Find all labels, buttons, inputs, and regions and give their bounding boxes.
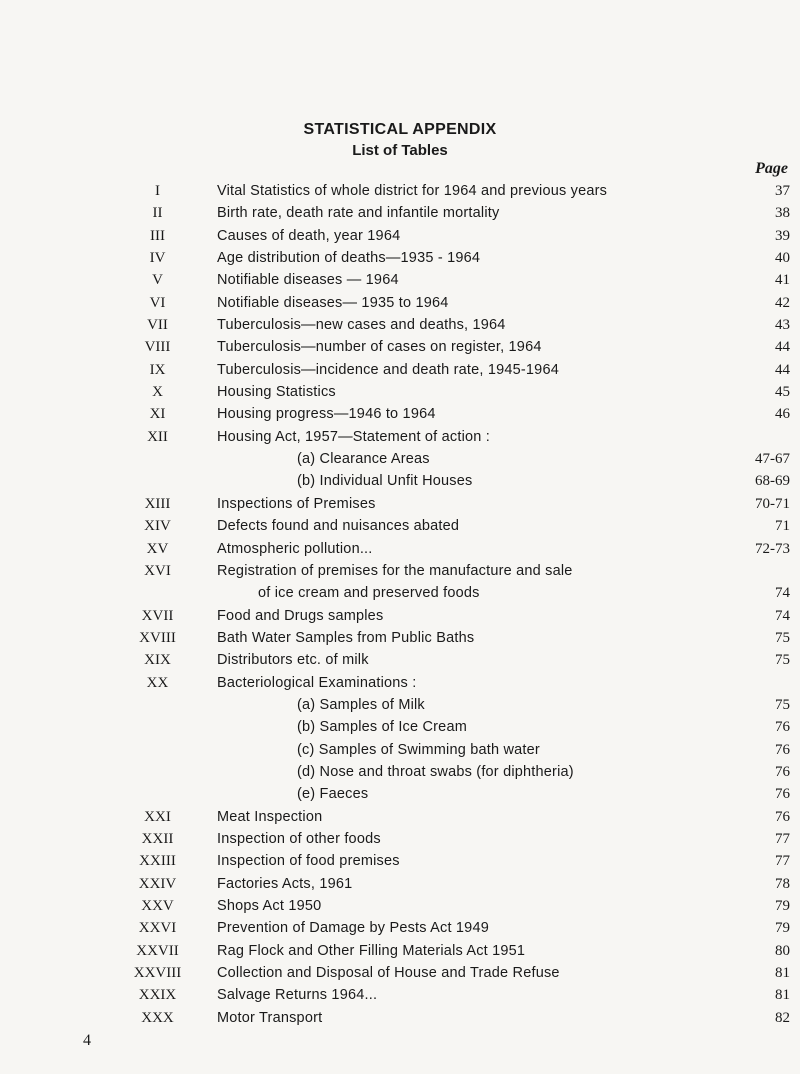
table-title: Prevention of Damage by Pests Act 1949 (217, 920, 489, 937)
list-item (0, 828, 800, 850)
table-number: IX (149, 361, 166, 378)
table-number: XXX (141, 1009, 174, 1026)
table-title: (d) Nose and throat swabs (for diphtheria) (297, 763, 574, 780)
list-item (0, 493, 800, 515)
list-item (0, 381, 800, 403)
list-item (0, 761, 800, 783)
list-item (0, 649, 800, 671)
table-title: Meat Inspection (217, 808, 323, 825)
list-item (0, 202, 800, 224)
list-item (0, 314, 800, 336)
list-item (0, 783, 800, 805)
table-number: XX (146, 674, 169, 691)
list-item (0, 470, 800, 492)
list-item (0, 515, 800, 537)
table-number: XXI (144, 808, 171, 825)
list-item (0, 448, 800, 470)
table-title: of ice cream and preserved foods (258, 585, 480, 602)
page-ref: 75 (775, 629, 790, 646)
table-title: (e) Faeces (297, 786, 369, 803)
table-title: Birth rate, death rate and infantile mortality (217, 205, 500, 222)
table-number: XI (149, 406, 166, 423)
table-title: Factories Acts, 1961 (217, 875, 353, 892)
page-number: 4 (83, 1032, 91, 1049)
table-number: XXVIII (133, 965, 182, 982)
table-title: Inspections of Premises (217, 495, 376, 512)
page-ref: 72-73 (755, 540, 790, 557)
list-item (0, 247, 800, 269)
table-number: XXIII (139, 853, 176, 870)
page-ref: 76 (775, 786, 790, 803)
table-number: XXVII (136, 942, 179, 959)
table-title: Notifiable diseases — 1964 (217, 272, 399, 289)
page-ref: 77 (775, 853, 790, 870)
page-ref: 43 (775, 317, 790, 334)
list-item (0, 225, 800, 247)
list-item (0, 917, 800, 939)
table-number: IV (149, 250, 166, 267)
list-item (0, 873, 800, 895)
table-number: VI (149, 294, 166, 311)
page-subtitle: List of Tables (352, 142, 448, 159)
table-title: Bacteriological Examinations : (217, 674, 417, 691)
page-ref: 42 (775, 294, 790, 311)
list-item (0, 336, 800, 358)
list-item (0, 895, 800, 917)
page-ref: 82 (775, 1009, 790, 1026)
table-title: Defects found and nuisances abated (217, 518, 460, 535)
page-ref: 79 (775, 920, 790, 937)
table-title: Notifiable diseases— 1935 to 1964 (217, 294, 449, 311)
table-number: XIV (144, 518, 171, 535)
page-ref: 78 (775, 875, 790, 892)
list-item (0, 605, 800, 627)
page-ref: 71 (775, 518, 790, 535)
table-title: Vital Statistics of whole district for 1964 and previous years (217, 183, 608, 199)
list-item (0, 560, 800, 582)
page-ref: 75 (775, 696, 790, 713)
table-title: Shops Act 1950 (217, 898, 322, 914)
table-title: (a) Samples of Milk (297, 696, 425, 713)
list-item (0, 403, 800, 425)
page-ref: 81 (775, 965, 790, 982)
table-title: Housing Statistics (217, 384, 336, 401)
table-number: XXIX (138, 987, 177, 1004)
table-number: XIX (144, 652, 171, 669)
table-title: Collection and Disposal of House and Trade Refuse (217, 965, 560, 982)
table-title: (b) Samples of Ice Cream (297, 719, 467, 736)
table-title: Tuberculosis—incidence and death rate, 1945-1964 (217, 361, 559, 378)
list-item (0, 269, 800, 291)
page-ref: 44 (775, 361, 790, 378)
table-title: Registration of premises for the manufacture and sale (217, 562, 573, 579)
list-item (0, 962, 800, 984)
table-number: I (155, 183, 160, 199)
list-item (0, 850, 800, 872)
table-number: XV (146, 540, 169, 557)
page-ref: 76 (775, 719, 790, 736)
table-title: (a) Clearance Areas (297, 451, 430, 468)
table-title: (b) Individual Unfit Houses (297, 473, 473, 490)
table-title: Causes of death, year 1964 (217, 227, 401, 244)
page-ref: 76 (775, 808, 790, 825)
table-title: Inspection of other foods (217, 830, 381, 847)
table-title: Tuberculosis—new cases and deaths, 1964 (217, 317, 506, 334)
table-number: XXIV (138, 875, 177, 892)
table-title: Food and Drugs samples (217, 607, 384, 624)
page-title: STATISTICAL APPENDIX (303, 121, 497, 138)
page-ref: 76 (775, 741, 790, 758)
list-item (0, 694, 800, 716)
table-number: III (150, 227, 165, 244)
page-ref: 74 (775, 607, 790, 624)
list-item (0, 716, 800, 738)
page-ref: 40 (775, 250, 790, 267)
table-number: XXVI (138, 920, 177, 937)
list-item (0, 426, 800, 448)
page-ref: 79 (775, 898, 790, 914)
table-number: XXV (141, 898, 174, 914)
table-title: Housing Act, 1957—Statement of action : (217, 428, 490, 445)
page-ref: 45 (775, 384, 790, 401)
list-item (0, 627, 800, 649)
list-item (0, 940, 800, 962)
list-item (0, 582, 800, 604)
table-title: Inspection of food premises (217, 853, 400, 870)
page-ref: 44 (775, 339, 790, 356)
table-number: II (152, 205, 163, 222)
table-list (0, 180, 800, 1029)
page-ref: 75 (775, 652, 790, 669)
list-item (0, 672, 800, 694)
list-item (0, 359, 800, 381)
list-item (0, 984, 800, 1006)
table-number: XII (147, 428, 168, 445)
table-title: Atmospheric pollution... (217, 540, 373, 557)
list-item (0, 180, 800, 202)
table-title: Bath Water Samples from Public Baths (217, 629, 475, 646)
page-ref: 68-69 (755, 473, 790, 490)
page-column-header: Page (755, 160, 788, 177)
table-title: Housing progress—1946 to 1964 (217, 406, 436, 423)
list-item (0, 292, 800, 314)
table-title: Motor Transport (217, 1009, 323, 1026)
table-title: Age distribution of deaths—1935 - 1964 (217, 250, 481, 267)
table-number: XIII (144, 495, 171, 512)
table-number: V (152, 272, 163, 289)
table-title: (c) Samples of Swimming bath water (297, 741, 540, 758)
table-number: XVI (144, 562, 171, 579)
page-ref: 37 (775, 183, 790, 199)
page-ref: 77 (775, 830, 790, 847)
page-ref: 70-71 (755, 495, 790, 512)
table-title: Salvage Returns 1964... (217, 987, 378, 1004)
page-ref: 41 (775, 272, 790, 289)
page-ref: 38 (775, 205, 790, 222)
table-title: Tuberculosis—number of cases on register, 1964 (217, 339, 542, 356)
page-ref: 80 (775, 942, 790, 959)
table-number: VII (147, 317, 168, 334)
table-number: XVIII (139, 629, 176, 646)
table-number: VIII (144, 339, 171, 356)
table-title: Distributors etc. of milk (217, 652, 369, 669)
page-ref: 47-67 (755, 451, 790, 468)
page-ref: 39 (775, 227, 790, 244)
table-number: XVII (141, 607, 174, 624)
table-number: X (152, 384, 163, 401)
table-title: Rag Flock and Other Filling Materials Act 1951 (217, 942, 526, 959)
list-item (0, 538, 800, 560)
list-item (0, 739, 800, 761)
page-ref: 76 (775, 763, 790, 780)
list-item (0, 806, 800, 828)
page-ref: 46 (775, 406, 790, 423)
page-ref: 74 (775, 585, 790, 602)
page-ref: 81 (775, 987, 790, 1004)
table-number: XXII (141, 830, 174, 847)
list-item (0, 1007, 800, 1029)
